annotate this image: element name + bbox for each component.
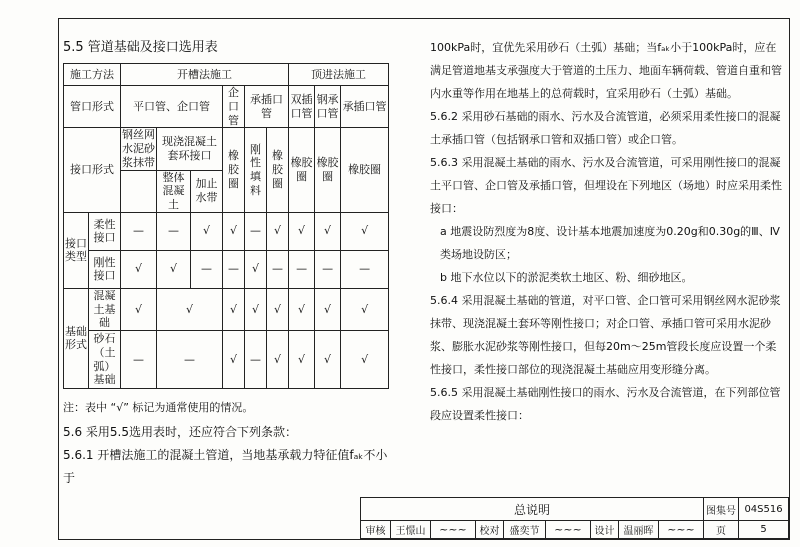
cell: — bbox=[191, 250, 223, 288]
atlas-number: 04S516 bbox=[739, 498, 789, 521]
cell: — bbox=[267, 250, 289, 288]
left-column bbox=[63, 30, 388, 490]
cell: √ bbox=[289, 331, 315, 389]
header-jacking: 顶进法施工 bbox=[289, 64, 389, 86]
cell: √ bbox=[315, 331, 341, 389]
check-label: 校对 bbox=[476, 521, 504, 539]
cell: √ bbox=[223, 288, 245, 330]
cell: — bbox=[157, 212, 191, 250]
joint-rubber-3: 橡胶圈 bbox=[289, 128, 315, 213]
joint-cast-stop: 加止水带 bbox=[191, 170, 223, 212]
design-label: 设计 bbox=[591, 521, 619, 539]
title-block bbox=[360, 497, 788, 538]
clause-5-6-3-a: a 地震设防烈度为8度、设计基本地震加速度为0.20g和0.30g的Ⅲ、Ⅳ类场地设防区； bbox=[440, 225, 780, 261]
cell: — bbox=[245, 212, 267, 250]
row-flexible: 柔性接口 bbox=[89, 212, 121, 250]
row-rigid: 刚性接口 bbox=[89, 250, 121, 288]
cell: √ bbox=[223, 331, 245, 389]
drawing-name: 总说明 bbox=[361, 498, 704, 521]
pipe-flat-tongue: 平口管、企口管 bbox=[121, 86, 223, 128]
cell: — bbox=[157, 331, 223, 389]
header-joint-type: 接口类型 bbox=[64, 212, 89, 288]
checker-signature: ~~~ bbox=[546, 521, 591, 539]
clause-5-6: 5.6 采用5.5选用表时，还应符合下列条款： bbox=[63, 425, 297, 439]
clause-5-6-4: 5.6.4 采用混凝土基础的管道，对平口管、企口管可采用钢丝网水泥砂浆抹带、现浇混凝土套环等刚性接口；对企口管、承插口管可采用水泥砂浆、膨胀水泥砂浆等刚性接口，但每20m～25m管段长度应设置一个柔性接口，柔性接口部位的现浇混凝土基础应用变形缝分离。 bbox=[430, 294, 781, 376]
clause-5-6-1-cont: 100kPa时，宜优先采用砂石（土弧）基础；当fₐₖ小于100kPa时，应在满足管道地基支承强度大于管道的土压力、地面车辆荷载、管道自重和管内水重等作用在地基上的总荷载时，宜采用砂石（土弧）基础。 bbox=[430, 41, 782, 100]
joint-rigid-fill: 刚性填料 bbox=[245, 128, 267, 213]
joint-mesh-sub bbox=[121, 170, 157, 212]
table-note: 注：表中 “√” 标记为通常使用的情况。 bbox=[63, 401, 254, 414]
cell: √ bbox=[157, 250, 191, 288]
clause-5-6-2: 5.6.2 采用砂石基础的雨水、污水及合流管道，必须采用柔性接口的混凝土承插口管（包括钢承口管和双插口管）或企口管。 bbox=[430, 110, 781, 146]
row-gravel: 砂石（土弧）基础 bbox=[89, 331, 121, 389]
cell: √ bbox=[315, 288, 341, 330]
designer-name: 温丽晖 bbox=[619, 521, 659, 539]
pipe-tongue: 企口管 bbox=[223, 86, 245, 128]
cell: √ bbox=[289, 288, 315, 330]
checker-name: 盛奕节 bbox=[504, 521, 546, 539]
cell: √ bbox=[289, 212, 315, 250]
header-open-trench: 开槽法施工 bbox=[121, 64, 289, 86]
cell: — bbox=[289, 250, 315, 288]
page-label: 页 bbox=[704, 521, 739, 539]
joint-rubber-4: 橡胶圈 bbox=[315, 128, 341, 213]
selection-table bbox=[63, 63, 389, 389]
reviewer-signature: ~~~ bbox=[431, 521, 476, 539]
joint-rubber-1: 橡胶圈 bbox=[223, 128, 245, 213]
pipe-steel-socket: 钢承口管 bbox=[315, 86, 341, 128]
cell: √ bbox=[267, 288, 289, 330]
right-column bbox=[430, 36, 782, 427]
pipe-double-spigot: 双插口管 bbox=[289, 86, 315, 128]
header-joint-form: 接口形式 bbox=[64, 128, 121, 213]
joint-cast-collar: 现浇混凝土套环接口 bbox=[157, 128, 223, 170]
cell: — bbox=[121, 212, 157, 250]
cell: — bbox=[245, 331, 267, 389]
cell: √ bbox=[191, 212, 223, 250]
cell: √ bbox=[121, 288, 157, 330]
joint-mesh-mortar: 钢丝网水泥砂浆抹带 bbox=[122, 128, 155, 169]
review-label: 审核 bbox=[361, 521, 391, 539]
cell: — bbox=[315, 250, 341, 288]
cell: √ bbox=[267, 331, 289, 389]
cell: √ bbox=[315, 212, 341, 250]
cell: √ bbox=[121, 250, 157, 288]
clause-5-6-3: 5.6.3 采用混凝土基础的雨水、污水及合流管道，可采用刚性接口的混凝土平口管、企口管及承插口管，但埋设在下列地区（场地）时应采用柔性接口： bbox=[430, 156, 782, 215]
designer-signature: ~~~ bbox=[659, 521, 704, 539]
cell: √ bbox=[245, 288, 267, 330]
cell: √ bbox=[267, 212, 289, 250]
row-concrete: 混凝土基础 bbox=[89, 288, 121, 330]
joint-rubber-5: 橡胶圈 bbox=[341, 128, 389, 213]
clause-5-6-5: 5.6.5 采用混凝土基础刚性接口的雨水、污水及合流管道，在下列部位管段应设置柔性接口： bbox=[430, 386, 781, 422]
cell: — bbox=[341, 250, 389, 288]
page-number: 5 bbox=[739, 521, 789, 539]
atlas-label: 图集号 bbox=[704, 498, 739, 521]
pipe-socket: 承插口管 bbox=[245, 86, 289, 128]
header-foundation: 基础形式 bbox=[64, 288, 89, 388]
cell: √ bbox=[341, 212, 389, 250]
cell: — bbox=[121, 331, 157, 389]
joint-rubber-2: 橡胶圈 bbox=[267, 128, 289, 213]
clause-5-6-1: 5.6.1 开槽法施工的混凝土管道，当地基承载力特征值fₐₖ不小于 bbox=[63, 448, 388, 485]
cell: √ bbox=[341, 331, 389, 389]
header-pipe-type: 管口形式 bbox=[64, 86, 121, 128]
cell: — bbox=[223, 250, 245, 288]
cell: √ bbox=[245, 250, 267, 288]
section-title: 5.5 管道基础及接口选用表 bbox=[63, 40, 218, 55]
reviewer-name: 王憬山 bbox=[391, 521, 431, 539]
cell: √ bbox=[223, 212, 245, 250]
header-method: 施工方法 bbox=[64, 64, 121, 86]
cell: √ bbox=[341, 288, 389, 330]
pipe-bell-spigot: 承插口管 bbox=[341, 86, 389, 128]
cell: √ bbox=[157, 288, 223, 330]
joint-cast-whole: 整体混凝土 bbox=[157, 170, 191, 212]
clause-5-6-3-b: b 地下水位以下的淤泥类软土地区、粉、细砂地区。 bbox=[440, 271, 693, 284]
